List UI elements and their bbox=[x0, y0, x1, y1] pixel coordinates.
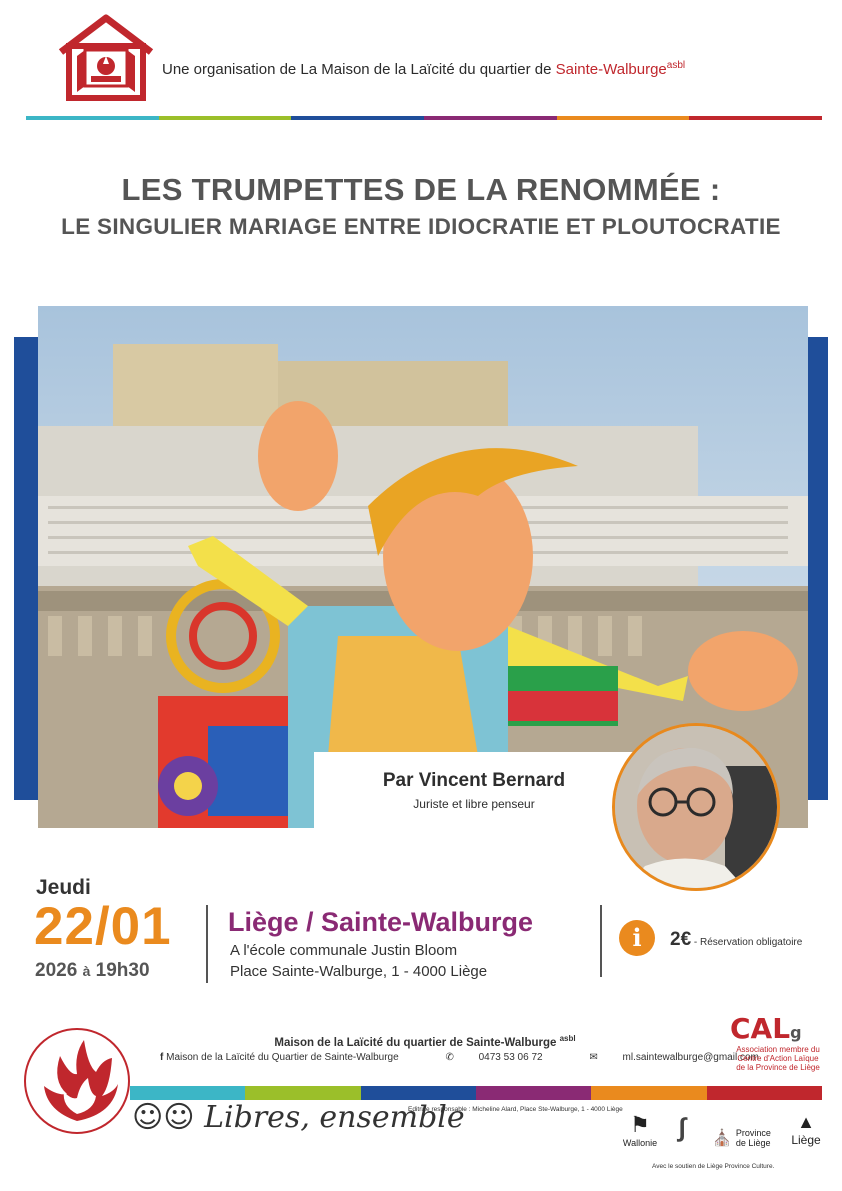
bottom-color-stripe bbox=[130, 1086, 822, 1100]
divider-right bbox=[600, 905, 602, 977]
soutien-line: Avec le soutien de Liège Province Culture. bbox=[652, 1163, 775, 1170]
sponsor-province bbox=[712, 1128, 782, 1148]
org-suffix: asbl bbox=[666, 60, 686, 71]
cal-text3: de la Province de Liège bbox=[736, 1063, 820, 1072]
rooster-icon: ⚑ bbox=[630, 1112, 650, 1137]
footer-contacts bbox=[160, 1052, 803, 1063]
footer-org-name: Maison de la Laïcité du quartier de Sainte-Walburge bbox=[274, 1036, 557, 1049]
phone-contact[interactable] bbox=[445, 1052, 564, 1063]
event-year-time bbox=[35, 960, 150, 982]
cal-text2: Centre d'Action Laïque bbox=[737, 1054, 819, 1063]
price: 2€ bbox=[670, 929, 692, 950]
page-title: LES TRUMPETTES DE LA RENOMMÉE : bbox=[121, 172, 721, 207]
event-time-prefix: à bbox=[82, 963, 91, 979]
speaker-role: Juriste et libre penseur bbox=[413, 797, 535, 811]
sponsor-wallonie-label: Wallonie bbox=[622, 1138, 658, 1148]
blue-band-left bbox=[14, 337, 38, 800]
liege-icon: ▲ bbox=[797, 1112, 815, 1132]
top-color-stripe bbox=[26, 116, 822, 120]
org-name: Sainte-Walburge bbox=[555, 61, 667, 78]
event-date: 22/01 bbox=[34, 897, 172, 956]
event-time: 19h30 bbox=[95, 960, 150, 981]
footer-org-suffix: asbl bbox=[559, 1034, 576, 1043]
speaker-caption bbox=[314, 752, 634, 828]
fwb-logo-icon: ∫ bbox=[678, 1112, 686, 1142]
footer-org bbox=[160, 1034, 690, 1049]
editrice-responsable: Editrice responsable : Micheline Alard, Place Ste-Walburge, 1 - 4000 Liège bbox=[408, 1106, 623, 1113]
sponsor-province-label1: Province bbox=[735, 1128, 771, 1138]
people-icon: ☺☺ bbox=[132, 1100, 195, 1135]
organisation-line bbox=[162, 60, 685, 78]
page-subtitle: LE SINGULIER MARIAGE ENTRE IDIOCRATIE ET PLOUTOCRATIE bbox=[61, 214, 781, 239]
cal-word bbox=[730, 1012, 826, 1045]
event-day: Jeudi bbox=[36, 876, 91, 899]
facebook-contact[interactable] bbox=[160, 1052, 421, 1063]
phone-icon: ✆ bbox=[445, 1052, 454, 1063]
speaker-portrait bbox=[612, 723, 780, 891]
province-icon: ⛪ bbox=[712, 1130, 732, 1147]
sponsor-wallonie bbox=[618, 1112, 662, 1148]
facebook-label: Maison de la Laïcité du Quartier de Sainte-Walburge bbox=[166, 1052, 399, 1063]
speaker-name: Par Vincent Bernard bbox=[382, 770, 566, 791]
org-prefix: Une organisation de La Maison de la Laïcité du quartier de bbox=[162, 61, 556, 78]
blue-band-right bbox=[808, 337, 828, 800]
sponsor-province-label2: de Liège bbox=[735, 1138, 771, 1148]
slogan-text: Libres, ensemble bbox=[204, 1100, 465, 1135]
cal-word-text: CAL bbox=[730, 1012, 791, 1045]
mail-icon: ✉ bbox=[589, 1052, 598, 1063]
info-icon: i bbox=[619, 920, 655, 956]
cal-text1: Association membre du bbox=[736, 1045, 820, 1054]
maison-laicite-logo bbox=[55, 12, 157, 102]
event-city: Liège / Sainte-Walburge bbox=[228, 907, 534, 937]
event-address-line1: A l'école communale Justin Bloom bbox=[230, 942, 458, 959]
phone-label: 0473 53 06 72 bbox=[478, 1052, 543, 1063]
flame-logo-icon bbox=[22, 1026, 132, 1136]
email-label: ml.saintewalburge@gmail.com bbox=[622, 1052, 759, 1063]
cal-sub: g bbox=[790, 1023, 802, 1042]
sponsor-liege-label: Liège bbox=[791, 1133, 821, 1147]
price-line bbox=[670, 929, 802, 951]
facebook-icon: f bbox=[160, 1052, 164, 1063]
cal-logo bbox=[730, 1012, 826, 1072]
sponsor-liege bbox=[786, 1112, 826, 1147]
divider-left bbox=[206, 905, 208, 983]
event-year: 2026 bbox=[35, 960, 78, 981]
price-note: - Réservation obligatoire bbox=[691, 937, 803, 948]
event-address-line2: Place Sainte-Walburge, 1 - 4000 Liège bbox=[230, 963, 488, 980]
